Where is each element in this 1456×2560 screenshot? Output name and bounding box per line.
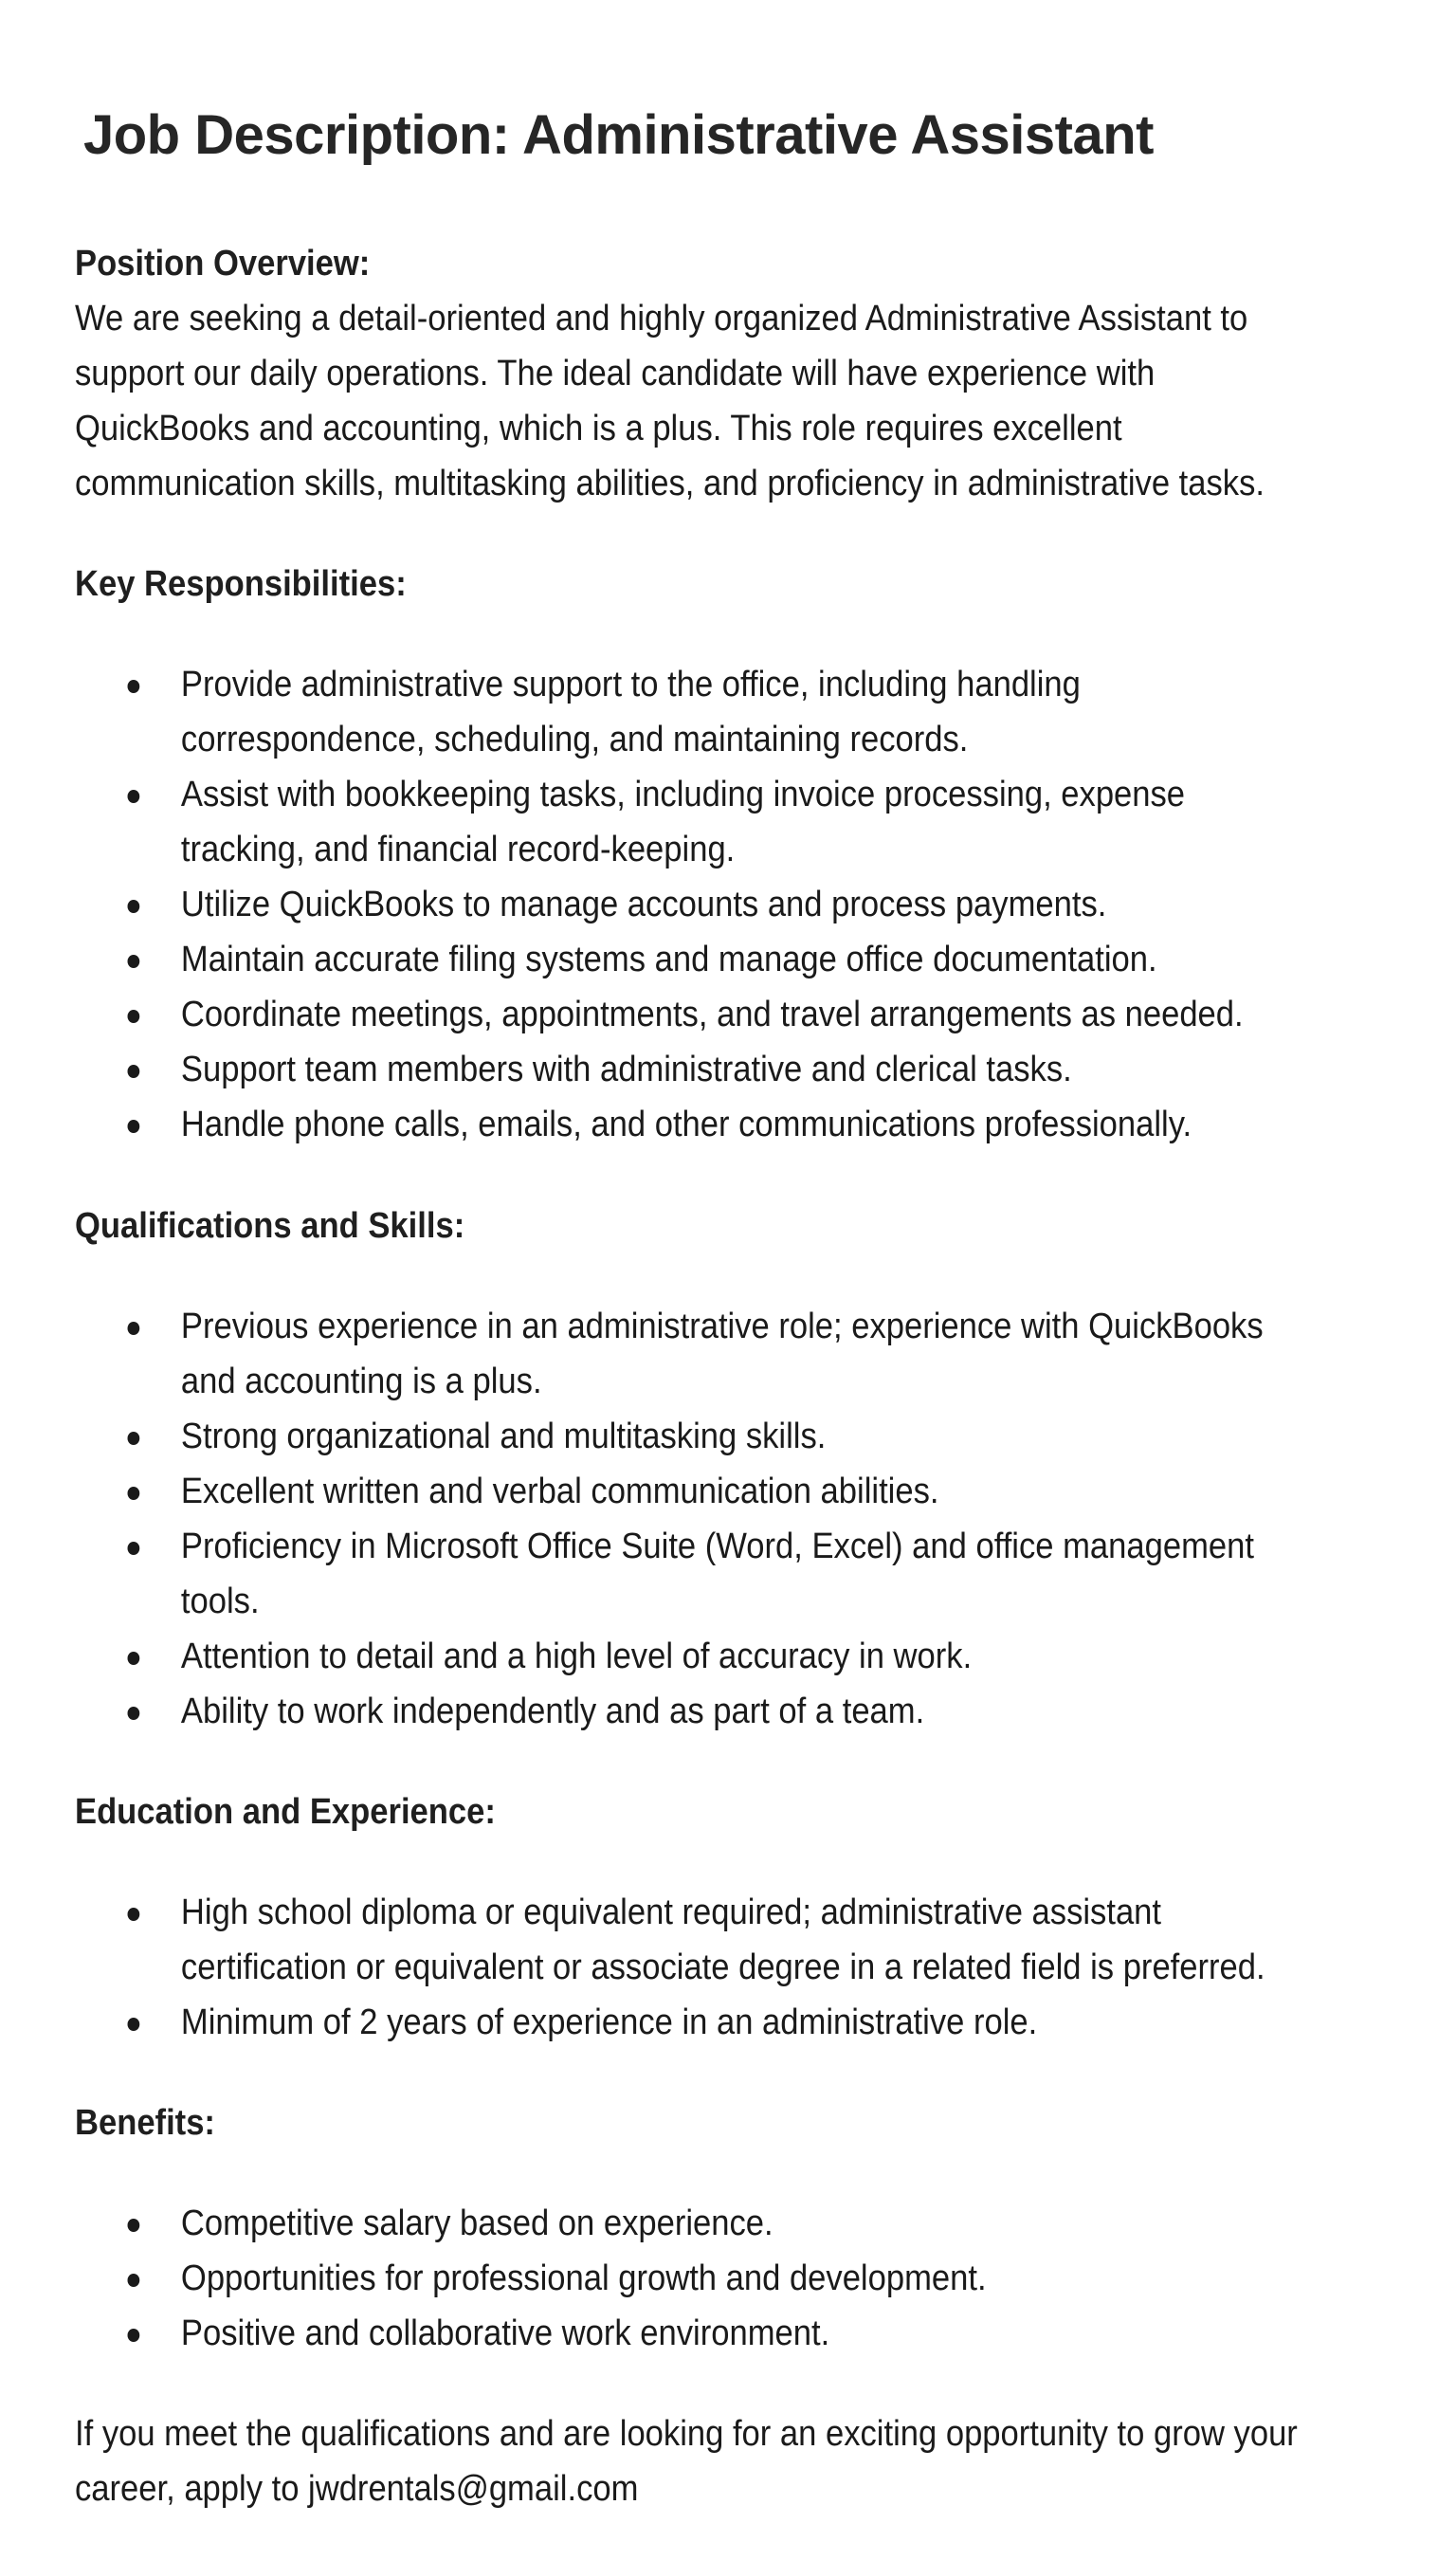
key-responsibilities-heading: Key Responsibilities: bbox=[75, 564, 407, 604]
education-list bbox=[75, 1885, 1317, 2050]
bullet-icon bbox=[128, 2274, 140, 2287]
list-item-text: Assist with bookkeeping tasks, including invoice processing, expense tracking, and financial record-keeping. bbox=[180, 775, 1186, 869]
position-overview-heading: Position Overview: bbox=[75, 244, 371, 283]
bullet-icon bbox=[128, 1908, 140, 1921]
list-item-text: Proficiency in Microsoft Office Suite (Word, Excel) and office management tools. bbox=[180, 1527, 1254, 1621]
document-body bbox=[75, 236, 1317, 2516]
list-item-text: Previous experience in an administrative role; experience with QuickBooks and accounting is a plus. bbox=[180, 1307, 1264, 1401]
list-item-text: Handle phone calls, emails, and other communications professionally. bbox=[180, 1105, 1192, 1144]
qualifications-section bbox=[75, 1198, 1317, 1739]
benefits-heading: Benefits: bbox=[75, 2103, 215, 2143]
list-item-text: Positive and collaborative work environment. bbox=[180, 2313, 830, 2353]
bullet-icon bbox=[128, 1652, 140, 1665]
list-item-text: Competitive salary based on experience. bbox=[180, 2203, 774, 2243]
list-item-text: Utilize QuickBooks to manage accounts and process payments. bbox=[180, 885, 1107, 924]
bullet-icon bbox=[128, 1487, 140, 1500]
bullet-icon bbox=[128, 1065, 140, 1078]
list-item bbox=[75, 1885, 1317, 1995]
list-item bbox=[75, 2306, 1317, 2361]
list-item bbox=[75, 1042, 1317, 1097]
list-item bbox=[75, 767, 1317, 877]
list-item bbox=[75, 1519, 1317, 1629]
list-item-text: Support team members with administrative and clerical tasks. bbox=[180, 1050, 1072, 1089]
list-item bbox=[75, 1097, 1317, 1152]
bullet-icon bbox=[128, 900, 140, 913]
list-item bbox=[75, 932, 1317, 987]
bullet-icon bbox=[128, 955, 140, 968]
bullet-icon bbox=[128, 790, 140, 803]
list-item-text: Strong organizational and multitasking skills. bbox=[180, 1417, 827, 1456]
list-item-text: Minimum of 2 years of experience in an administrative role. bbox=[180, 2002, 1038, 2042]
document-title: Job Description: Administrative Assistant bbox=[83, 104, 1154, 166]
list-item-text: Coordinate meetings, appointments, and travel arrangements as needed. bbox=[180, 995, 1244, 1034]
bullet-icon bbox=[128, 1432, 140, 1445]
education-heading: Education and Experience: bbox=[75, 1792, 496, 1832]
list-item bbox=[75, 987, 1317, 1042]
bullet-icon bbox=[128, 680, 140, 693]
list-item bbox=[75, 1409, 1317, 1464]
list-item bbox=[75, 1299, 1317, 1409]
list-item-text: Ability to work independently and as part of a team. bbox=[180, 1691, 925, 1731]
bullet-icon bbox=[128, 1707, 140, 1720]
key-responsibilities-list bbox=[75, 657, 1317, 1152]
bullet-icon bbox=[128, 2018, 140, 2031]
bullet-icon bbox=[128, 2219, 140, 2232]
list-item bbox=[75, 2251, 1317, 2306]
bullet-icon bbox=[128, 2329, 140, 2342]
position-overview-section bbox=[75, 236, 1317, 511]
list-item bbox=[75, 1995, 1317, 2050]
list-item bbox=[75, 1684, 1317, 1739]
bullet-icon bbox=[128, 1120, 140, 1133]
list-item-text: High school diploma or equivalent required; administrative assistant certification or equivalent or associate degree in a related field is preferred. bbox=[180, 1893, 1265, 1987]
list-item bbox=[75, 1629, 1317, 1684]
list-item-text: Excellent written and verbal communication abilities. bbox=[180, 1472, 939, 1511]
bullet-icon bbox=[128, 1542, 140, 1555]
bullet-icon bbox=[128, 1322, 140, 1335]
list-item bbox=[75, 657, 1317, 767]
qualifications-heading: Qualifications and Skills: bbox=[75, 1206, 465, 1246]
benefits-section bbox=[75, 2095, 1317, 2361]
education-section bbox=[75, 1784, 1317, 2050]
list-item-text: Maintain accurate filing systems and manage office documentation. bbox=[180, 940, 1157, 979]
benefits-list bbox=[75, 2196, 1317, 2361]
qualifications-list bbox=[75, 1299, 1317, 1739]
list-item bbox=[75, 2196, 1317, 2251]
position-overview-text: We are seeking a detail-oriented and highly organized Administrative Assistant to support our daily operations. The ideal candidate will have experience with QuickBooks and accounting, which is a plus. This role requires excellent communication skills, multitasking abilities, and proficiency in administrative tasks. bbox=[75, 299, 1265, 503]
key-responsibilities-section bbox=[75, 557, 1317, 1152]
list-item bbox=[75, 1464, 1317, 1519]
bullet-icon bbox=[128, 1010, 140, 1023]
list-item bbox=[75, 877, 1317, 932]
list-item-text: Provide administrative support to the office, including handling correspondence, scheduling, and maintaining records. bbox=[180, 665, 1081, 759]
list-item-text: Opportunities for professional growth and development. bbox=[180, 2258, 987, 2298]
closing-text: If you meet the qualifications and are looking for an exciting opportunity to grow your career, apply to jwdrentals@gmail.com bbox=[75, 2414, 1298, 2509]
list-item-text: Attention to detail and a high level of accuracy in work. bbox=[180, 1637, 973, 1676]
